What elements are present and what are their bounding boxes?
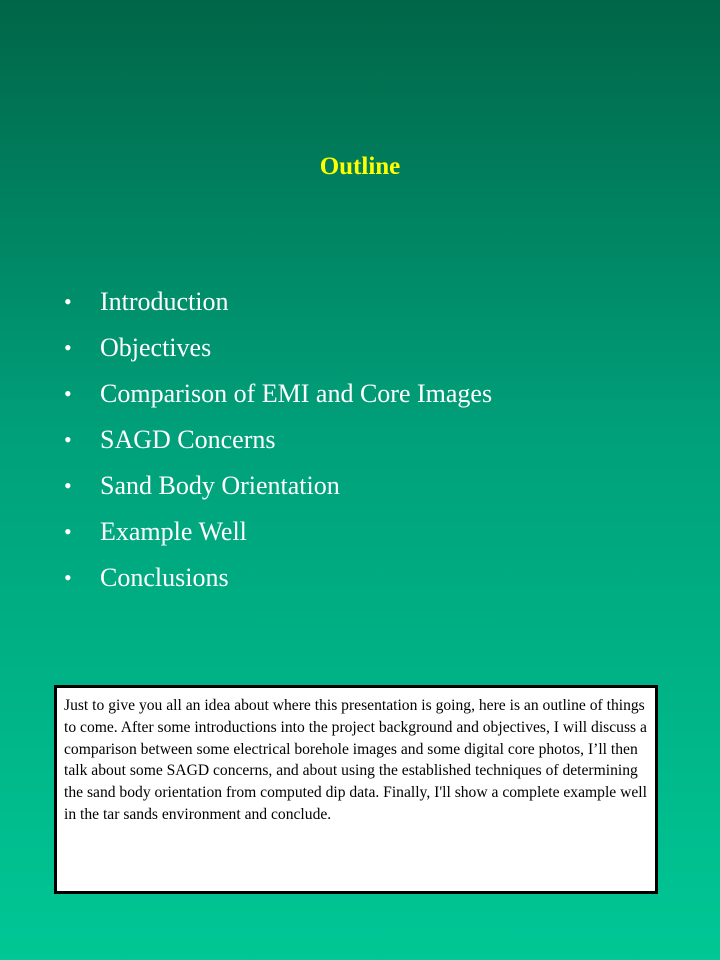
slide-title: Outline: [319, 153, 401, 180]
bullet-text: Example Well: [100, 517, 247, 546]
speaker-notes-box: [54, 685, 658, 894]
speaker-notes-text: Just to give you all an idea about where this presentation is going, here is an outline of things to come. After some introductions into the project background and objectives, I will discuss a comparison between some electrical borehole images and some digital core photos, I’ll then talk about some SAGD concerns, and about using the established techniques of determining the sand body orientation from computed dip data. Finally, I'll show a complete example well in the tar sands environment and conclude.: [64, 697, 647, 823]
bullet-dot-icon: •: [64, 335, 72, 360]
bullet-text: Objectives: [100, 333, 212, 362]
bullet-text: Conclusions: [100, 563, 229, 592]
bullet-dot-icon: •: [64, 565, 72, 590]
bullet-dot-icon: •: [64, 427, 72, 452]
bullet-dot-icon: •: [64, 381, 72, 406]
bullet-text: SAGD Concerns: [100, 425, 276, 454]
bullet-dot-icon: •: [64, 519, 72, 544]
bullet-dot-icon: •: [64, 473, 72, 498]
bullet-text: Comparison of EMI and Core Images: [100, 379, 493, 408]
bullet-text: Sand Body Orientation: [100, 471, 340, 500]
bullet-dot-icon: •: [64, 289, 72, 314]
bullet-text: Introduction: [100, 287, 229, 316]
